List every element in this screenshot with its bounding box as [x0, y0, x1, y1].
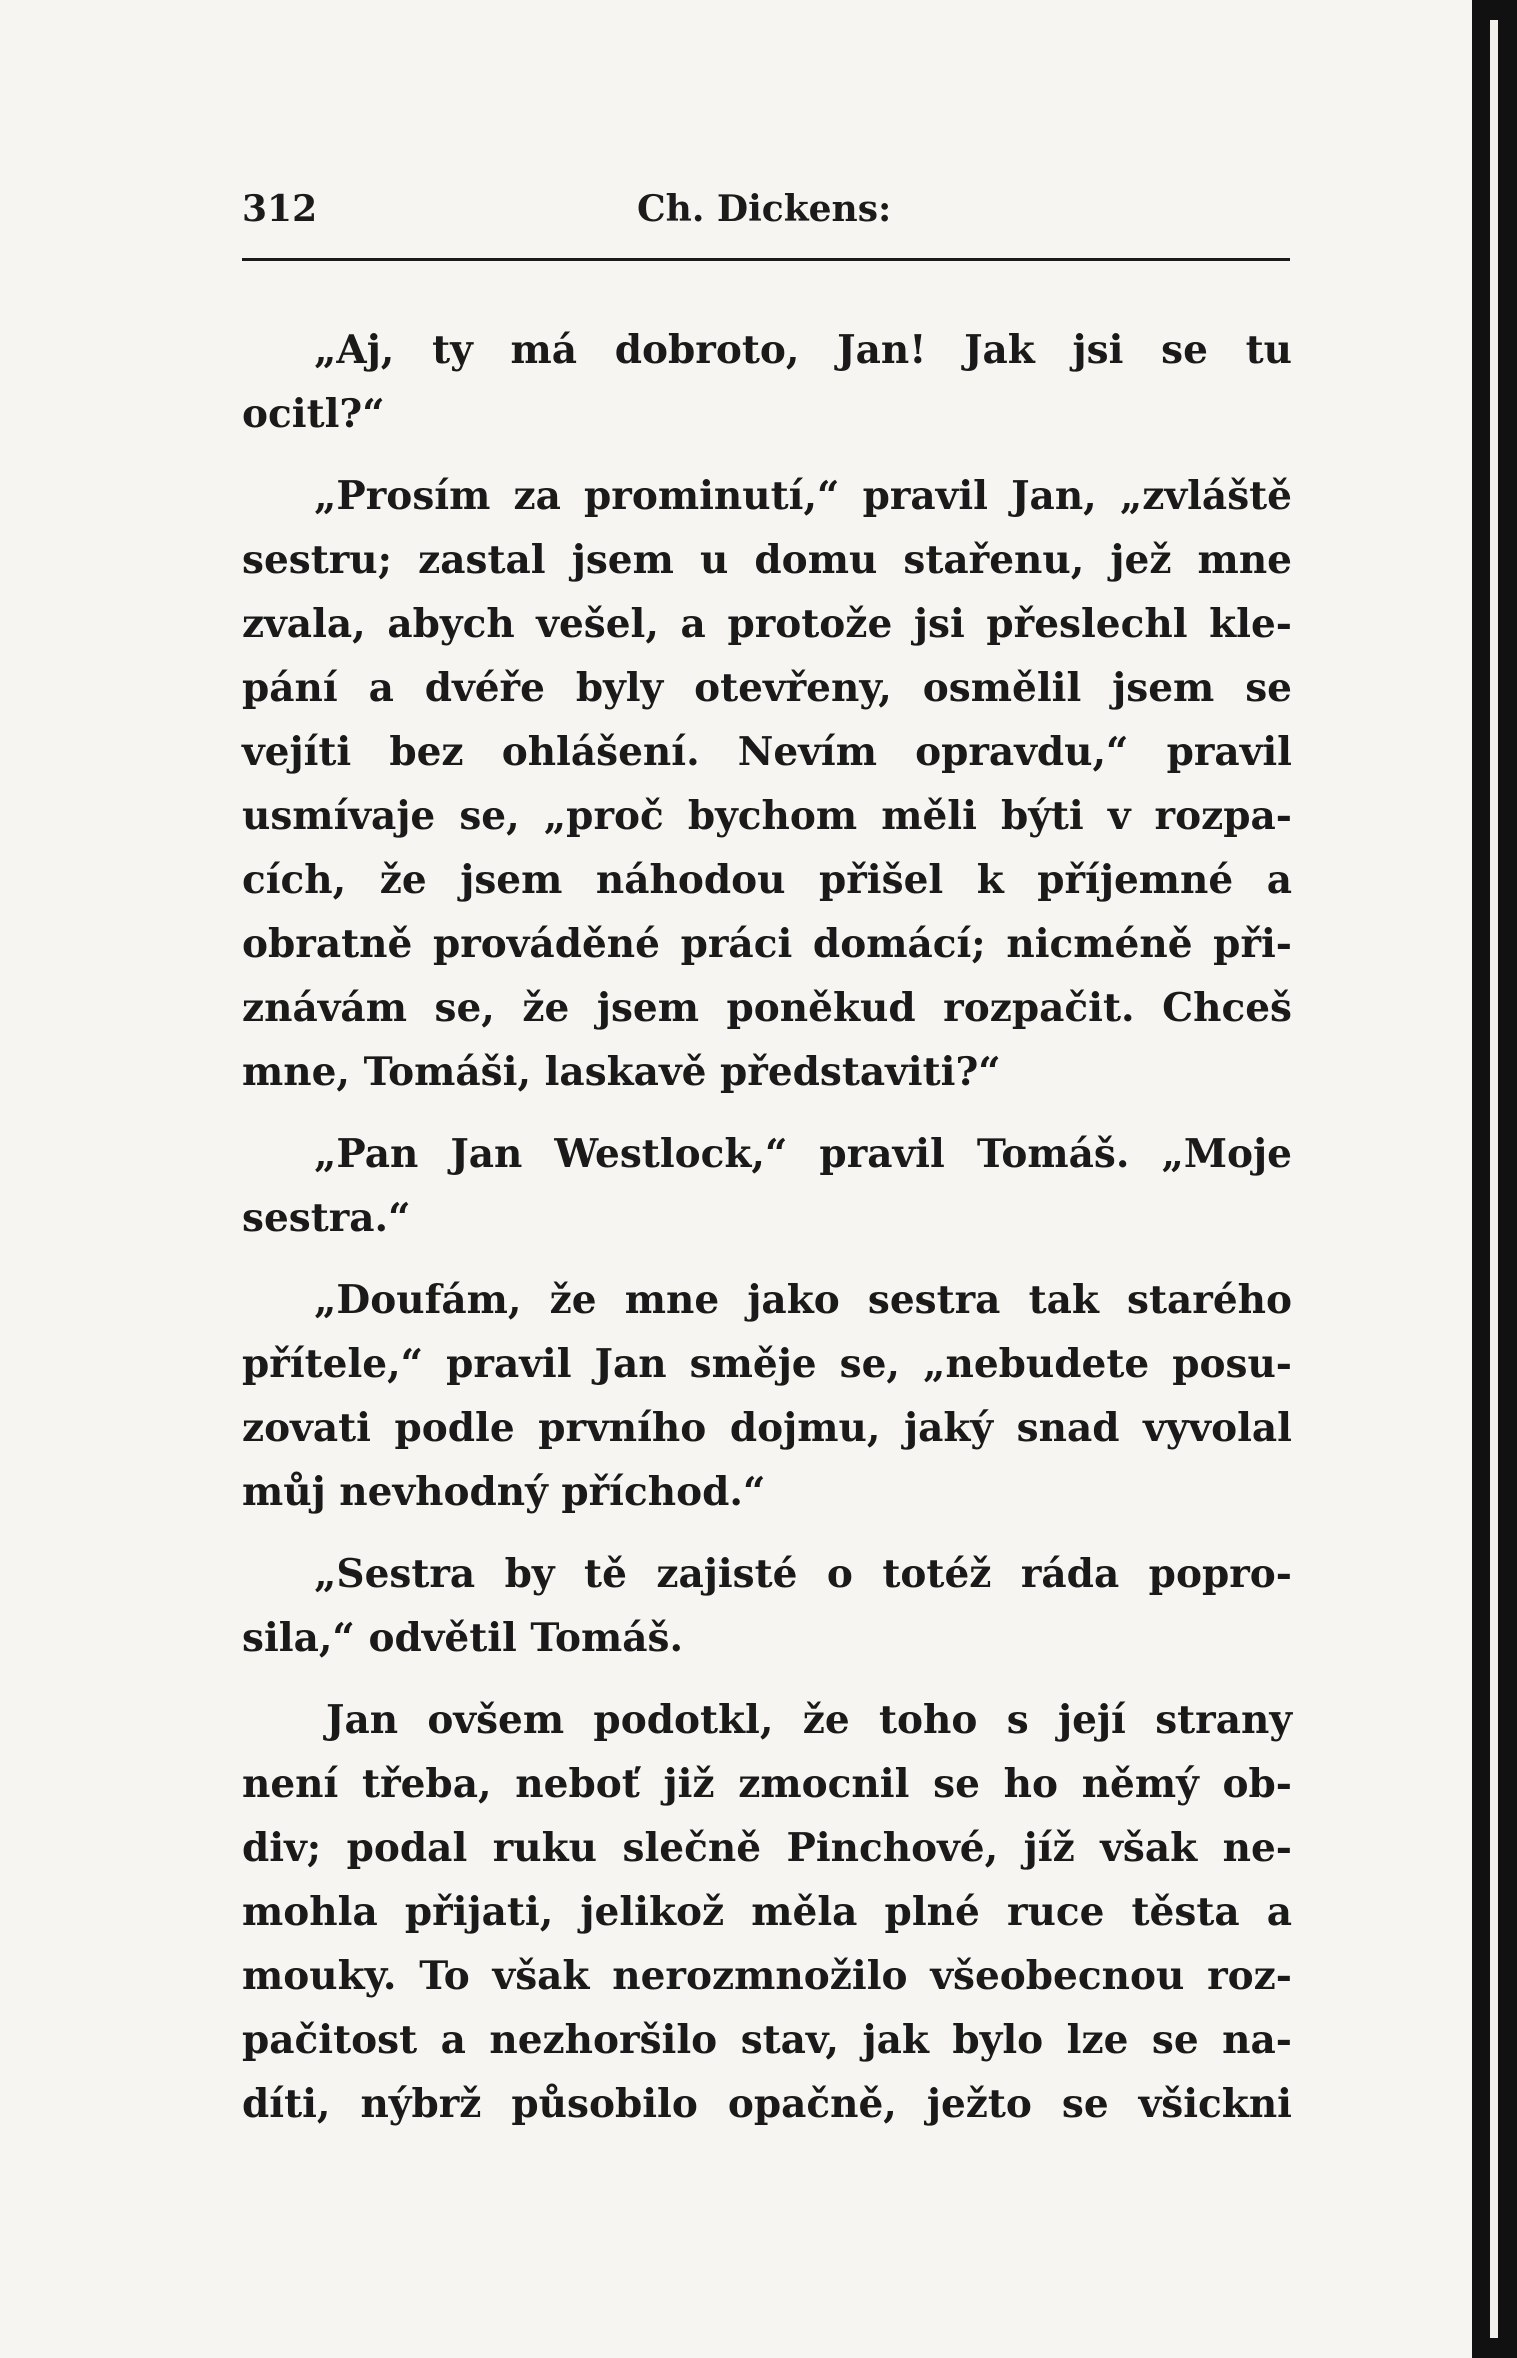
text-line: pačitost a nezhoršilo stav, jak bylo lze se na- [242, 2017, 1292, 2063]
text-line: „Prosím za prominutí,“ pravil Jan, „zvláště [314, 473, 1292, 519]
text-line: sestra.“ [242, 1195, 411, 1241]
text-line: zovati podle prvního dojmu, jaký snad vyvolal [242, 1405, 1292, 1451]
text-line: „Sestra by tě zajisté o totéž ráda popro- [314, 1551, 1292, 1597]
text-line: není třeba, neboť již zmocnil se ho němý ob- [242, 1761, 1292, 1807]
text-line: obratně prováděné práci domácí; nicméně při- [242, 921, 1292, 967]
text-line: usmívaje se, „proč bychom měli býti v rozpa- [242, 793, 1292, 839]
paragraph [242, 464, 1292, 1104]
page-header [242, 188, 1290, 248]
text-line: „Pan Jan Westlock,“ pravil Tomáš. „Moje [314, 1131, 1292, 1177]
running-head: Ch. Dickens: [637, 188, 892, 230]
body-text [242, 318, 1292, 2136]
text-line: cích, že jsem náhodou přišel k příjemné a [242, 857, 1292, 903]
adjacent-page-edge [1490, 20, 1498, 2338]
text-line: vejíti bez ohlášení. Nevím opravdu,“ pravil [242, 729, 1292, 775]
paragraph [242, 1122, 1292, 1250]
paragraph [242, 1542, 1292, 1670]
text-line: díti, nýbrž působilo opačně, ježto se všickni [242, 2081, 1292, 2127]
text-line: mohla přijati, jelikož měla plné ruce těsta a [242, 1889, 1292, 1935]
text-line: přítele,“ pravil Jan směje se, „nebudete posu- [242, 1341, 1292, 1387]
text-line: sila,“ odvětil Tomáš. [242, 1615, 684, 1661]
paragraph [242, 1268, 1292, 1524]
text-line: zvala, abych vešel, a protože jsi přeslechl kle- [242, 601, 1292, 647]
text-line: pání a dvéře byly otevřeny, osmělil jsem se [242, 665, 1292, 711]
text-line: znávám se, že jsem poněkud rozpačit. Chceš [242, 985, 1292, 1031]
paragraph [242, 1688, 1292, 2136]
page-number: 312 [242, 188, 318, 230]
text-line: Jan ovšem podotkl, že toho s její strany [326, 1697, 1292, 1743]
text-line: „Aj, ty má dobroto, Jan! Jak jsi se tu [314, 327, 1292, 373]
text-line: div; podal ruku slečně Pinchové, jíž však ne- [242, 1825, 1292, 1871]
text-line: ocitl?“ [242, 391, 385, 437]
header-rule [242, 258, 1290, 261]
text-line: mouky. To však nerozmnožilo všeobecnou roz- [242, 1953, 1292, 1999]
scan-border [1472, 0, 1517, 2358]
text-line: mne, Tomáši, laskavě představiti?“ [242, 1049, 1001, 1095]
paragraph [242, 318, 1292, 446]
text-line: můj nevhodný příchod.“ [242, 1469, 766, 1515]
text-line: sestru; zastal jsem u domu stařenu, jež mne [242, 537, 1292, 583]
text-line: „Doufám, že mne jako sestra tak starého [314, 1277, 1292, 1323]
